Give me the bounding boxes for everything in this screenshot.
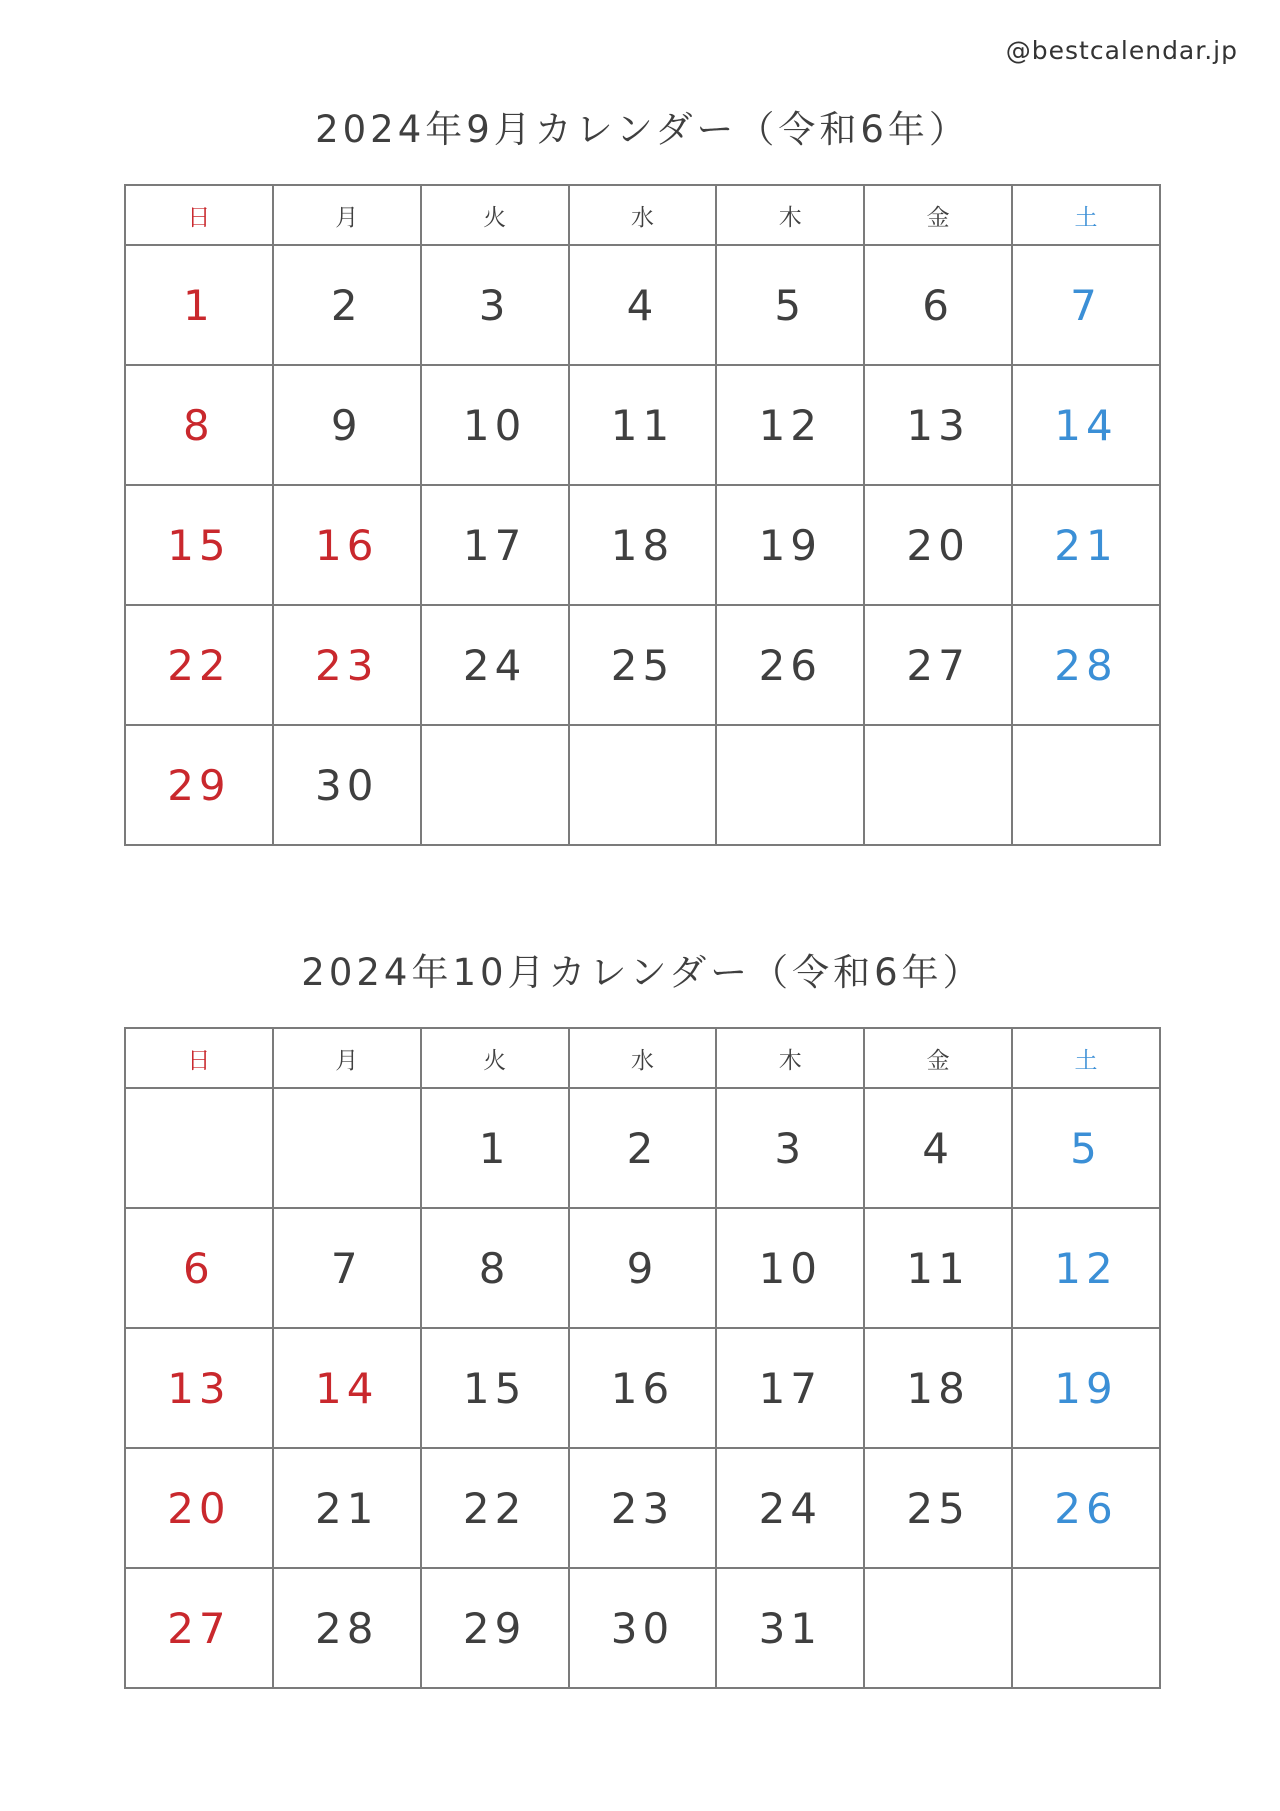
day-cell: 1 (421, 1088, 569, 1208)
empty-day-cell (421, 725, 569, 845)
week-row (125, 1088, 1160, 1208)
october-calendar (124, 943, 1161, 1689)
day-cell: 3 (716, 1088, 864, 1208)
day-cell: 21 (1012, 485, 1160, 605)
day-cell: 23 (569, 1448, 717, 1568)
day-cell: 24 (716, 1448, 864, 1568)
week-row (125, 485, 1160, 605)
empty-day-cell (864, 1568, 1012, 1688)
day-cell: 22 (125, 605, 273, 725)
week-row (125, 245, 1160, 365)
empty-day-cell (1012, 1568, 1160, 1688)
empty-day-cell (125, 1088, 273, 1208)
empty-day-cell (1012, 725, 1160, 845)
empty-day-cell (716, 725, 864, 845)
week-row (125, 1328, 1160, 1448)
day-cell: 22 (421, 1448, 569, 1568)
day-cell: 17 (716, 1328, 864, 1448)
weekday-header-friday: 金 (864, 1028, 1012, 1088)
weekday-header-tuesday: 火 (421, 1028, 569, 1088)
week-row (125, 1208, 1160, 1328)
day-cell: 5 (716, 245, 864, 365)
empty-day-cell (569, 725, 717, 845)
calendar-title: 2024年10月カレンダー（令和6年） (301, 951, 984, 994)
weekday-header-row (125, 185, 1160, 245)
weekday-header-monday: 月 (273, 185, 421, 245)
day-cell: 19 (716, 485, 864, 605)
weekday-header-saturday: 土 (1012, 1028, 1160, 1088)
week-row (125, 1568, 1160, 1688)
day-cell: 14 (1012, 365, 1160, 485)
day-cell: 19 (1012, 1328, 1160, 1448)
day-cell: 26 (716, 605, 864, 725)
day-cell: 26 (1012, 1448, 1160, 1568)
day-cell: 30 (273, 725, 421, 845)
day-cell: 21 (273, 1448, 421, 1568)
day-cell: 24 (421, 605, 569, 725)
day-cell: 20 (125, 1448, 273, 1568)
day-cell: 1 (125, 245, 273, 365)
day-cell: 23 (273, 605, 421, 725)
empty-day-cell (273, 1088, 421, 1208)
day-cell: 20 (864, 485, 1012, 605)
day-cell: 13 (125, 1328, 273, 1448)
day-cell: 10 (421, 365, 569, 485)
day-cell: 15 (421, 1328, 569, 1448)
day-cell: 11 (569, 365, 717, 485)
september-calendar (124, 100, 1161, 846)
day-cell: 9 (273, 365, 421, 485)
day-cell: 28 (273, 1568, 421, 1688)
day-cell: 25 (864, 1448, 1012, 1568)
day-cell: 14 (273, 1328, 421, 1448)
calendar-title: 2024年9月カレンダー（令和6年） (315, 108, 970, 151)
week-row (125, 725, 1160, 845)
day-cell: 16 (569, 1328, 717, 1448)
day-cell: 29 (125, 725, 273, 845)
calendar-grid (124, 184, 1161, 846)
day-cell: 15 (125, 485, 273, 605)
day-cell: 16 (273, 485, 421, 605)
weekday-header-wednesday: 水 (569, 1028, 717, 1088)
calendar-grid (124, 1027, 1161, 1689)
week-row (125, 365, 1160, 485)
day-cell: 12 (1012, 1208, 1160, 1328)
empty-day-cell (864, 725, 1012, 845)
weekday-header-tuesday: 火 (421, 185, 569, 245)
day-cell: 6 (125, 1208, 273, 1328)
site-credit: @bestcalendar.jp (1005, 36, 1238, 65)
day-cell: 8 (125, 365, 273, 485)
day-cell: 27 (864, 605, 1012, 725)
weekday-header-friday: 金 (864, 185, 1012, 245)
day-cell: 4 (569, 245, 717, 365)
day-cell: 18 (864, 1328, 1012, 1448)
weekday-header-saturday: 土 (1012, 185, 1160, 245)
weekday-header-monday: 月 (273, 1028, 421, 1088)
day-cell: 5 (1012, 1088, 1160, 1208)
day-cell: 8 (421, 1208, 569, 1328)
day-cell: 29 (421, 1568, 569, 1688)
weekday-header-row (125, 1028, 1160, 1088)
day-cell: 3 (421, 245, 569, 365)
weekday-header-sunday: 日 (125, 1028, 273, 1088)
week-row (125, 1448, 1160, 1568)
day-cell: 27 (125, 1568, 273, 1688)
day-cell: 18 (569, 485, 717, 605)
weekday-header-wednesday: 水 (569, 185, 717, 245)
day-cell: 7 (1012, 245, 1160, 365)
day-cell: 17 (421, 485, 569, 605)
day-cell: 7 (273, 1208, 421, 1328)
day-cell: 4 (864, 1088, 1012, 1208)
day-cell: 12 (716, 365, 864, 485)
day-cell: 30 (569, 1568, 717, 1688)
day-cell: 11 (864, 1208, 1012, 1328)
day-cell: 31 (716, 1568, 864, 1688)
week-row (125, 605, 1160, 725)
weekday-header-sunday: 日 (125, 185, 273, 245)
weekday-header-thursday: 木 (716, 185, 864, 245)
day-cell: 9 (569, 1208, 717, 1328)
day-cell: 2 (273, 245, 421, 365)
day-cell: 13 (864, 365, 1012, 485)
day-cell: 28 (1012, 605, 1160, 725)
day-cell: 2 (569, 1088, 717, 1208)
weekday-header-thursday: 木 (716, 1028, 864, 1088)
day-cell: 25 (569, 605, 717, 725)
day-cell: 6 (864, 245, 1012, 365)
day-cell: 10 (716, 1208, 864, 1328)
